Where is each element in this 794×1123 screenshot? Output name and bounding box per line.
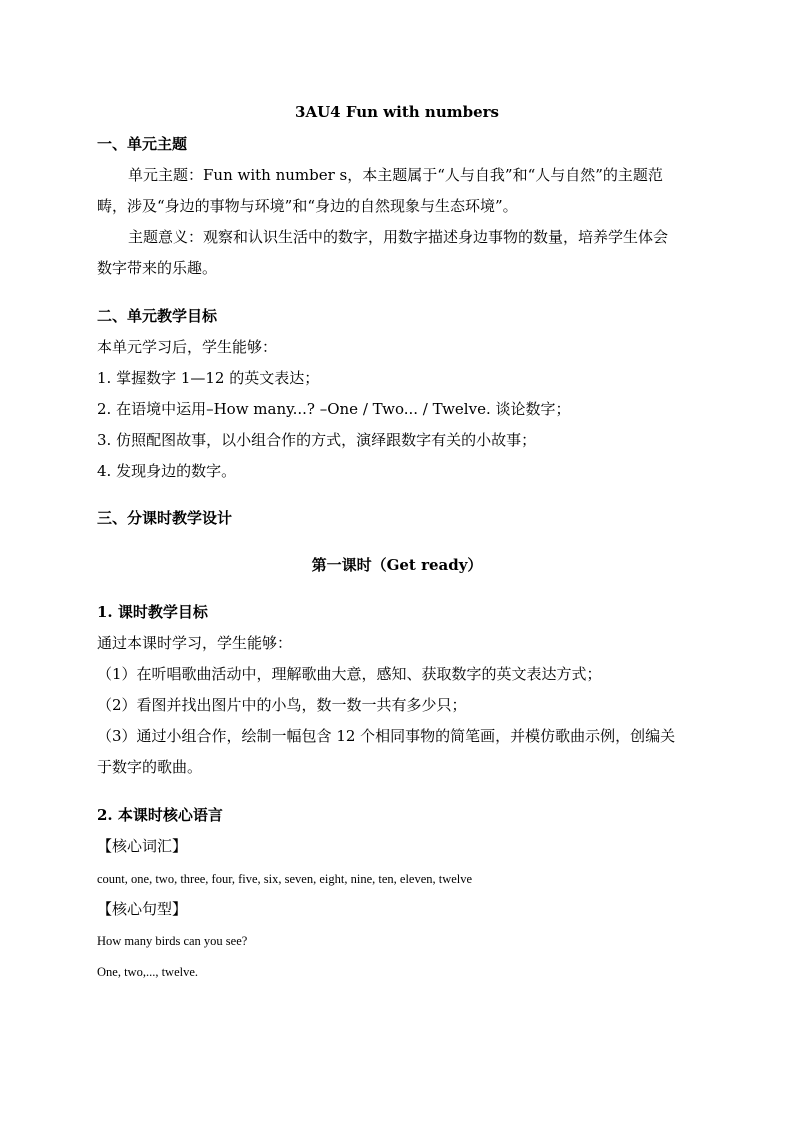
section-3-heading: 三、分课时教学设计 bbox=[97, 509, 233, 527]
objective-item: 1. 掌握数字 1—12 的英文表达； bbox=[97, 369, 320, 387]
pattern-line: One, two,..., twelve. bbox=[97, 965, 199, 979]
document-title: 3AU4 Fun with numbers bbox=[295, 103, 499, 121]
theme-paragraph-line-2: 畴，涉及“身边的事物与环境”和“身边的自然现象与生态环境”。 bbox=[97, 197, 518, 215]
section-1-heading: 一、单元主题 bbox=[97, 135, 188, 153]
meaning-paragraph-line-2: 数字带来的乐趣。 bbox=[97, 259, 218, 277]
vocab-line: count, one, two, three, four, five, six, seven, eight, nine, ten, eleven, twelve bbox=[97, 872, 473, 886]
objective-item: 2. 在语境中运用–How many...? –One / Two... / Twelve. 谈论数字； bbox=[97, 400, 571, 418]
theme-paragraph-line-1: 单元主题：Fun with number s，本主题属于“人与自我”和“人与自然”的主题范 bbox=[128, 166, 663, 184]
goal-item-continuation: 于数字的歌曲。 bbox=[97, 758, 203, 776]
meaning-paragraph-line-1: 主题意义：观察和认识生活中的数字，用数字描述身边事物的数量，培养学生体会 bbox=[128, 228, 669, 246]
lesson-title: 第一课时（Get ready） bbox=[311, 556, 483, 574]
core-language-heading: 2. 本课时核心语言 bbox=[97, 806, 223, 824]
goal-intro: 通过本课时学习，学生能够： bbox=[97, 634, 293, 652]
goal-item: （1）在听唱歌曲活动中，理解歌曲大意，感知、获取数字的英文表达方式； bbox=[97, 665, 602, 683]
section-2-heading: 二、单元教学目标 bbox=[97, 307, 218, 325]
objective-item: 4. 发现身边的数字。 bbox=[97, 462, 237, 480]
vocab-heading: 【核心词汇】 bbox=[97, 837, 188, 855]
objective-item: 3. 仿照配图故事，以小组合作的方式，演绎跟数字有关的小故事； bbox=[97, 431, 537, 449]
pattern-heading: 【核心句型】 bbox=[97, 900, 188, 918]
goal-item: （2）看图并找出图片中的小鸟，数一数一共有多少只； bbox=[97, 696, 467, 714]
goal-heading: 1. 课时教学目标 bbox=[97, 603, 208, 621]
goal-item: （3）通过小组合作，绘制一幅包含 12 个相同事物的简笔画，并模仿歌曲示例，创编关 bbox=[97, 727, 676, 745]
section-2-intro: 本单元学习后，学生能够： bbox=[97, 338, 278, 356]
pattern-line: How many birds can you see? bbox=[97, 934, 248, 948]
